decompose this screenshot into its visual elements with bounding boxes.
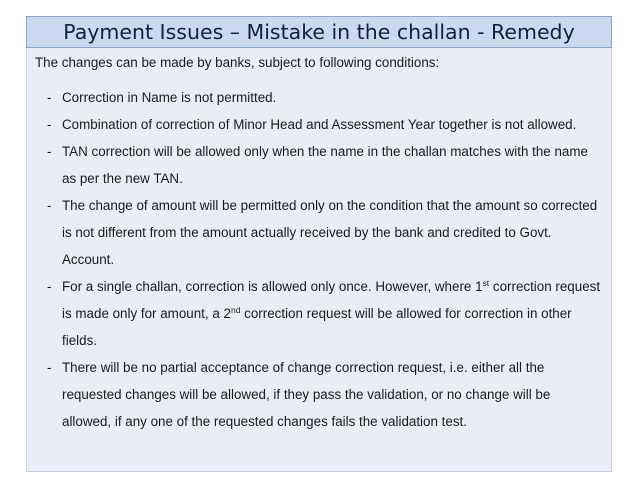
list-item-text: Correction in Name is not permitted.: [62, 90, 277, 105]
list-item: [35, 192, 603, 273]
bullet-dash: -: [47, 117, 52, 132]
ordinal-suffix: st: [482, 278, 490, 288]
list-item-text: There will be no partial acceptance of change correction request, i.e. either all the requested changes will be allowed, if they pass the validation, or no change will be allowed, if any one of the requested changes fails the validation test.: [62, 360, 551, 429]
list-item: [35, 111, 603, 138]
bullet-dash: -: [47, 279, 52, 294]
bullet-dash: -: [47, 198, 52, 213]
intro-text: The changes can be made by banks, subject to following conditions:: [35, 55, 440, 70]
list-item: [35, 138, 603, 192]
bullet-dash: -: [47, 90, 52, 105]
list-item-text: [62, 279, 600, 348]
list-item-text: The change of amount will be permitted only on the condition that the amount so corrected is not different from the amount actually received by the bank and credited to Govt. Account.: [62, 198, 598, 267]
bullet-dash: -: [47, 360, 52, 375]
ordinal-suffix: nd: [230, 305, 241, 315]
bullet-dash: -: [47, 144, 52, 159]
conditions-list: [35, 84, 603, 435]
slide-title: Payment Issues – Mistake in the challan - Remedy: [63, 20, 575, 44]
list-item-text: TAN correction will be allowed only when the name in the challan matches with the name as per the new TAN.: [62, 144, 588, 186]
list-item-text-part: correction request will be allowed for correction in other fields.: [62, 306, 572, 348]
list-item-text-part: correction request is made only for amount, a 2: [62, 279, 601, 321]
list-item: [35, 84, 603, 111]
list-item: [35, 273, 603, 354]
list-item-text: Combination of correction of Minor Head and Assessment Year together is not allowed.: [62, 117, 577, 132]
slide-title-bar: [26, 16, 612, 48]
list-item-text-part: For a single challan, correction is allowed only once. However, where 1: [62, 279, 483, 294]
list-item: [35, 354, 603, 435]
content-box: [26, 48, 612, 472]
